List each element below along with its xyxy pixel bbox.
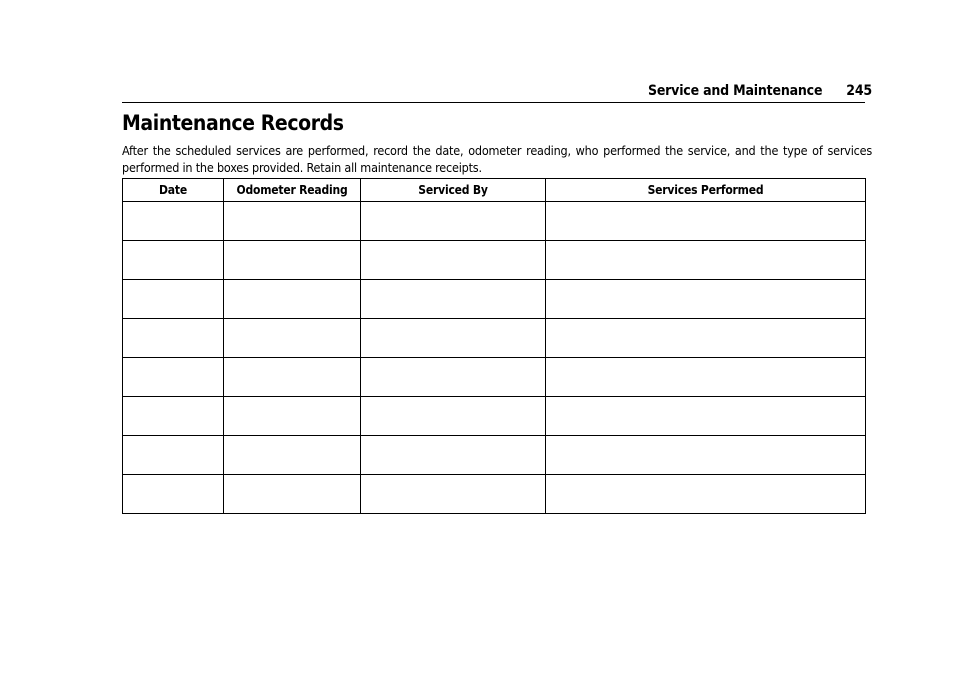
odometer-cell[interactable] — [224, 280, 361, 319]
services-performed-cell[interactable] — [546, 397, 866, 436]
column-header-odometer-reading: Odometer Reading — [224, 179, 361, 202]
odometer-cell[interactable] — [224, 241, 361, 280]
odometer-cell[interactable] — [224, 436, 361, 475]
column-header-services-performed: Services Performed — [546, 179, 866, 202]
date-cell[interactable] — [123, 280, 224, 319]
services-performed-cell[interactable] — [546, 202, 866, 241]
table-row — [123, 319, 866, 358]
table-row — [123, 436, 866, 475]
date-cell[interactable] — [123, 202, 224, 241]
serviced-by-cell[interactable] — [361, 475, 546, 514]
serviced-by-cell[interactable] — [361, 319, 546, 358]
odometer-cell[interactable] — [224, 397, 361, 436]
table-body — [123, 202, 866, 514]
table-row — [123, 358, 866, 397]
serviced-by-cell[interactable] — [361, 358, 546, 397]
odometer-cell[interactable] — [224, 475, 361, 514]
date-cell[interactable] — [123, 436, 224, 475]
table-row — [123, 241, 866, 280]
maintenance-records-table — [122, 178, 866, 514]
column-header-serviced-by: Serviced By — [361, 179, 546, 202]
date-cell[interactable] — [123, 397, 224, 436]
serviced-by-cell[interactable] — [361, 241, 546, 280]
serviced-by-cell[interactable] — [361, 280, 546, 319]
serviced-by-cell[interactable] — [361, 202, 546, 241]
services-performed-cell[interactable] — [546, 319, 866, 358]
services-performed-cell[interactable] — [546, 358, 866, 397]
intro-paragraph: After the scheduled services are performed, record the date, odometer reading, who performed the service, and the type of services performed in the boxes provided. Retain all maintenance receipts. — [122, 143, 872, 175]
running-header-section: Service and Maintenance — [647, 83, 823, 99]
date-cell[interactable] — [123, 358, 224, 397]
services-performed-cell[interactable] — [546, 241, 866, 280]
services-performed-cell[interactable] — [546, 436, 866, 475]
running-header — [648, 83, 872, 99]
odometer-cell[interactable] — [224, 319, 361, 358]
table-header-row — [123, 179, 866, 202]
date-cell[interactable] — [123, 475, 224, 514]
date-cell[interactable] — [123, 241, 224, 280]
services-performed-cell[interactable] — [546, 280, 866, 319]
column-header-date: Date — [123, 179, 224, 202]
page-number: 245 — [846, 83, 872, 99]
table-row — [123, 280, 866, 319]
header-rule — [122, 102, 865, 103]
odometer-cell[interactable] — [224, 202, 361, 241]
section-title: Maintenance Records — [122, 111, 344, 135]
serviced-by-cell[interactable] — [361, 397, 546, 436]
odometer-cell[interactable] — [224, 358, 361, 397]
table-row — [123, 397, 866, 436]
table-row — [123, 475, 866, 514]
serviced-by-cell[interactable] — [361, 436, 546, 475]
table-row — [123, 202, 866, 241]
date-cell[interactable] — [123, 319, 224, 358]
services-performed-cell[interactable] — [546, 475, 866, 514]
